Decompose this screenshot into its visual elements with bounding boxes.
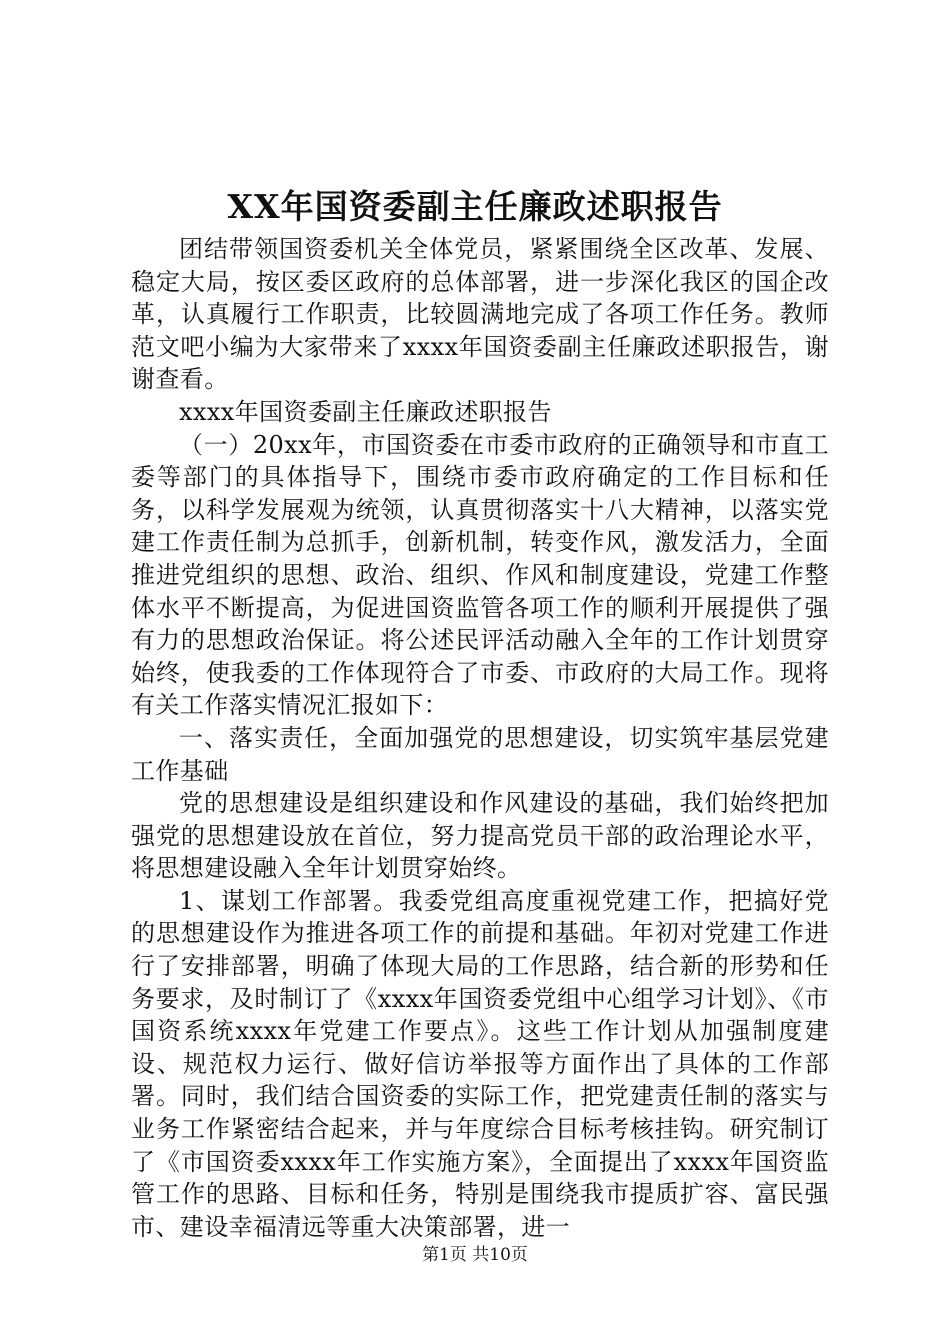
subtitle-paragraph: xxxx年国资委副主任廉政述职报告 xyxy=(179,397,552,426)
body-paragraph-2: 党的思想建设是组织建设和作风建设的基础，我们始终把加强党的思想建设放在首位，努力提高党员干部的政治理论水平，将思想建设融入全年计划贯穿始终。 xyxy=(131,789,829,883)
document-title: XX年国资委副主任廉政述职报告 xyxy=(227,187,723,226)
page-footer: 第1页 共10页 xyxy=(422,1245,528,1265)
section-heading-1: 一、落实责任，全面加强党的思想建设，切实筑牢基层党建工作基础 xyxy=(131,723,829,785)
body-paragraph-3: 1、谋划工作部署。我委党组高度重视党建工作，把搞好党的思想建设作为推进各项工作的前提和基础。年初对党建工作进行了安排部署，明确了体现大局的工作思路，结合新的形势和任务要求，及时制订了《xxxx年国资委党组中心组学习计划》、《市国资系统xxxx年党建工作要点》。这些工作计划从加强制度建设、规范权力运行、做好信访举报等方面作出了具体的工作部署。同时，我们结合国资委的实际工作，把党建责任制的落实与业务工作紧密结合起来，并与年度综合目标考核挂钩。研究制订了《市国资委xxxx年工作实施方案》，全面提出了xxxx年国资监管工作的思路、目标和任务，特别是围绕我市提质扩容、富民强市、建设幸福清远等重大决策部署，进一 xyxy=(131,886,829,1241)
intro-paragraph: 团结带领国资委机关全体党员，紧紧围绕全区改革、发展、稳定大局，按区委区政府的总体部署，进一步深化我区的国企改革，认真履行工作职责，比较圆满地完成了各项工作任务。教师范文吧小编为大家带来了xxxx年国资委副主任廉政述职报告，谢谢查看。 xyxy=(131,235,829,394)
document-body xyxy=(131,233,829,1243)
body-paragraph-1: （一）20xx年，市国资委在市委市政府的正确领导和市直工委等部门的具体指导下，围绕市委市政府确定的工作目标和任务，以科学发展观为统领，认真贯彻落实十八大精神，以落实党建工作责任制为总抓手，创新机制，转变作风，激发活力，全面推进党组织的思想、政治、组织、作风和制度建设，党建工作整体水平不断提高，为促进国资监管各项工作的顺利开展提供了强有力的思想政治保证。将公述民评活动融入全年的工作计划贯穿始终，使我委的工作体现符合了市委、市政府的大局工作。现将有关工作落实情况汇报如下： xyxy=(131,430,829,720)
